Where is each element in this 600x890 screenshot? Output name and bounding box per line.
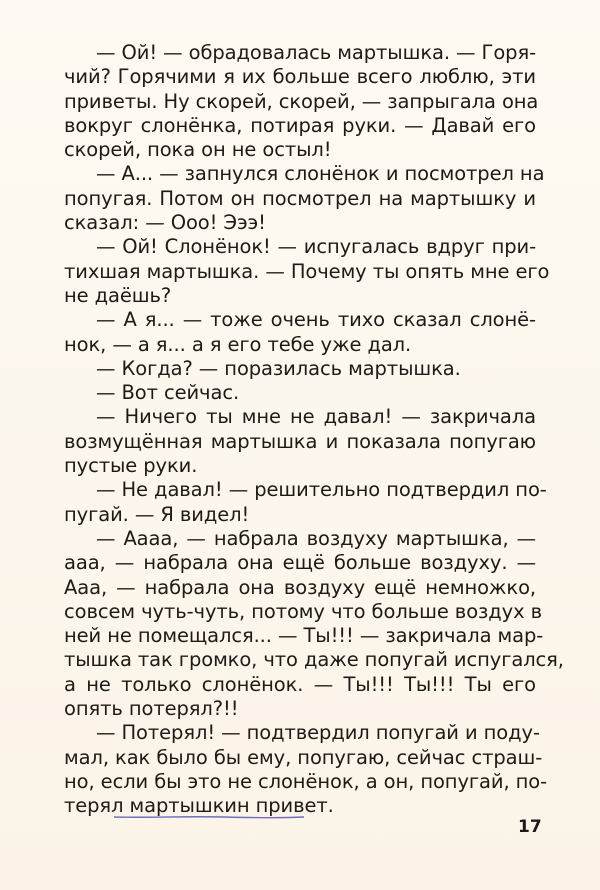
text-line: опять потерял?!! [64, 697, 239, 721]
text-line: сказал: — Ооо! Эээ! [64, 211, 266, 235]
text-line: пустые руки. [64, 454, 198, 478]
text-line: вокруг слонёнка, потирая руки. — Давай его [64, 113, 536, 137]
text-line-last [64, 794, 536, 818]
text-line: тышка так громко, что даже попугай испугался, [64, 648, 564, 672]
text-line: но, если бы это не слонёнок, а он, попугай, по- [64, 769, 548, 793]
text-line: — Потерял! — подтвердил попугай и поду- [96, 721, 540, 745]
text-line: — Аааа, — набрала воздуху мартышка, — [96, 526, 536, 550]
text-line: — Ничего ты мне не давал! — закричала [96, 405, 536, 429]
text-line: пугай. — Я видел! [64, 502, 250, 526]
text-line: совсем чуть-чуть, потому что больше воздух в [64, 599, 543, 623]
page-number: 17 [518, 817, 542, 837]
text-line: не даёшь? [64, 283, 172, 307]
text-line: — А я... — тоже очень тихо сказал слонё- [96, 308, 536, 332]
text-line: мал, как было бы ему, попугаю, сейчас страш- [64, 745, 543, 769]
text-line: тихшая мартышка. — Почему ты опять мне его [64, 259, 550, 283]
text-line: а не только слонёнок. — Ты!!! Ты!!! Ты его [64, 672, 536, 696]
text-line: — Вот сейчас. [96, 381, 240, 405]
text-line: — Когда? — поразилась мартышка. [96, 356, 461, 380]
text-line: ней не помещался... — Ты!!! — закричала мар- [64, 624, 544, 648]
text-line: — Ой! — обрадовалась мартышка. — Горя- [96, 41, 537, 64]
text-line: попугая. Потом он посмотрел на мартышку и [64, 186, 536, 210]
text-line: — А... — запнулся слонёнок и посмотрел на [96, 162, 545, 186]
text-line: — Не давал! — решительно подтвердил по- [96, 478, 547, 502]
text-line: чий? Горячими я их больше всего люблю, эти [64, 65, 536, 89]
text-line: ааа, — набрала она ещё больше воздуху. — [64, 551, 536, 575]
last-line-text: терял мартышкин привет. [64, 794, 334, 818]
text-line: приветы. Ну скорей, скорей, — запрыгала она [64, 89, 539, 113]
text-line: нок, — а я... а я его тебе уже дал. [64, 332, 412, 356]
text-line: скорей, пока он не остыл! [64, 138, 332, 162]
pencil-underline-mark [114, 815, 304, 819]
text-line: Ааа, — набрала она воздуху ещё немножко, [64, 575, 536, 599]
text-line: возмущённая мартышка и показала попугаю [64, 429, 536, 453]
story-text [64, 41, 564, 819]
text-line: — Ой! Слонёнок! — испугалась вдруг при- [96, 235, 536, 259]
